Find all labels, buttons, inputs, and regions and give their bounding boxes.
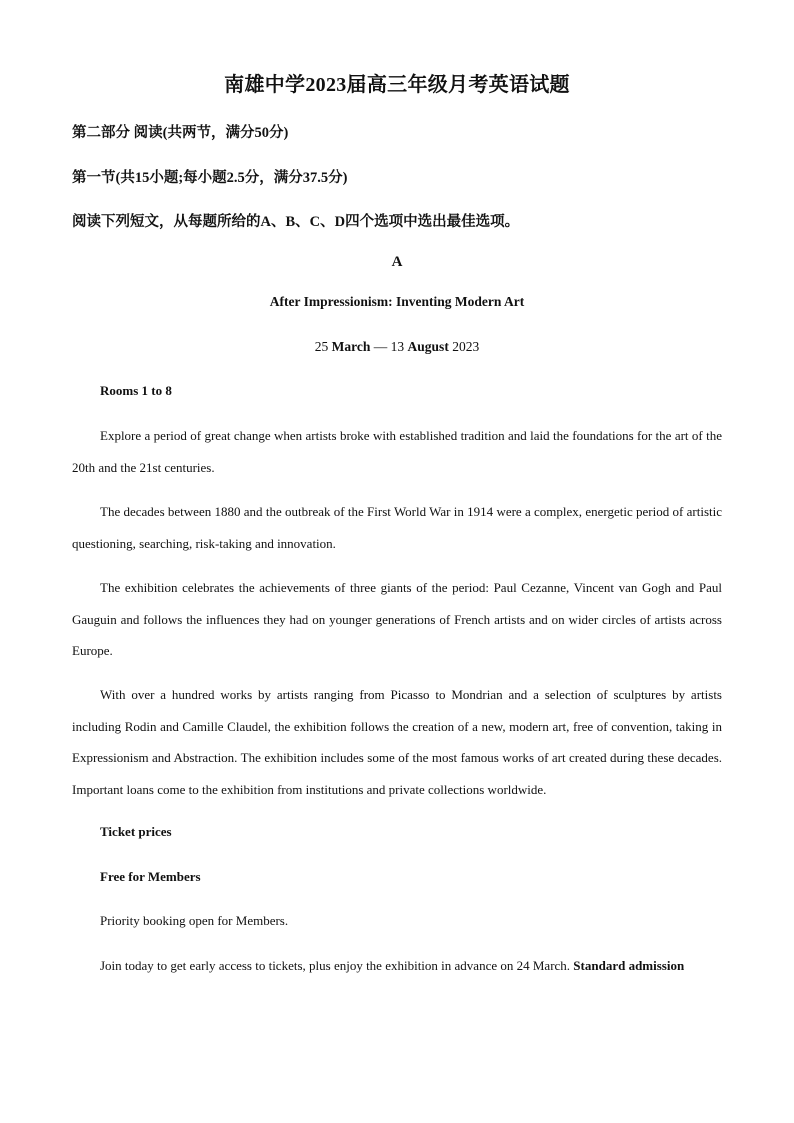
paragraph-4: With over a hundred works by artists ranging from Picasso to Mondrian and a selection of sculptures by artists including Rodin and Camille Claudel, the exhibition follows the creation of a new, modern art, free of convention, taking in Expressionism and Abstraction. The exhibition includes some of the most famous works of art created during these decades. Important loans come to the exhibition from institutions and private collections worldwide. [72,687,722,797]
end-day: 13 [390,339,405,354]
end-month: August [407,339,449,354]
passage-letter: A [391,254,403,270]
start-day: 25 [314,339,329,354]
passage-title: After Impressionism: Inventing Modern Art [269,294,525,309]
standard-admission-heading: Standard admission [573,958,685,973]
part-heading: 第二部分 阅读(共两节，满分50分) [72,125,289,141]
members-heading: Free for Members [100,869,201,884]
exhibition-dates [0,339,794,355]
instruction-text: 阅读下列短文，从每题所给的A、B、C、D四个选项中选出最佳选项。 [72,214,520,230]
date-separator: — [370,339,391,354]
paragraph-2: The decades between 1880 and the outbreak of the First World War in 1914 were a complex, energetic period of artistic questioning, searching, risk-taking and innovation. [72,504,722,551]
ticket-prices-heading: Ticket prices [100,824,172,839]
section-heading: 第一节(共15小题;每小题2.5分，满分37.5分) [72,170,348,186]
priority-booking-text: Priority booking open for Members. [100,913,289,928]
join-text: Join today to get early access to tickets, plus enjoy the exhibition in advance on 24 March. [100,958,574,973]
exam-title: 南雄中学2023届高三年级月考英语试题 [224,74,570,96]
paragraph-1: Explore a period of great change when artists broke with established tradition and laid the foundations for the art of the 20th and the 21st centuries. [72,428,722,475]
join-paragraph [72,950,722,982]
rooms-heading: Rooms 1 to 8 [100,383,172,398]
start-month: March [331,339,371,354]
year: 2023 [452,339,480,354]
paragraph-3: The exhibition celebrates the achievements of three giants of the period: Paul Cezanne, Vincent van Gogh and Paul Gauguin and follows the influences they had on younger generations of French artists and on wider circles of artists across Europe. [72,580,722,658]
